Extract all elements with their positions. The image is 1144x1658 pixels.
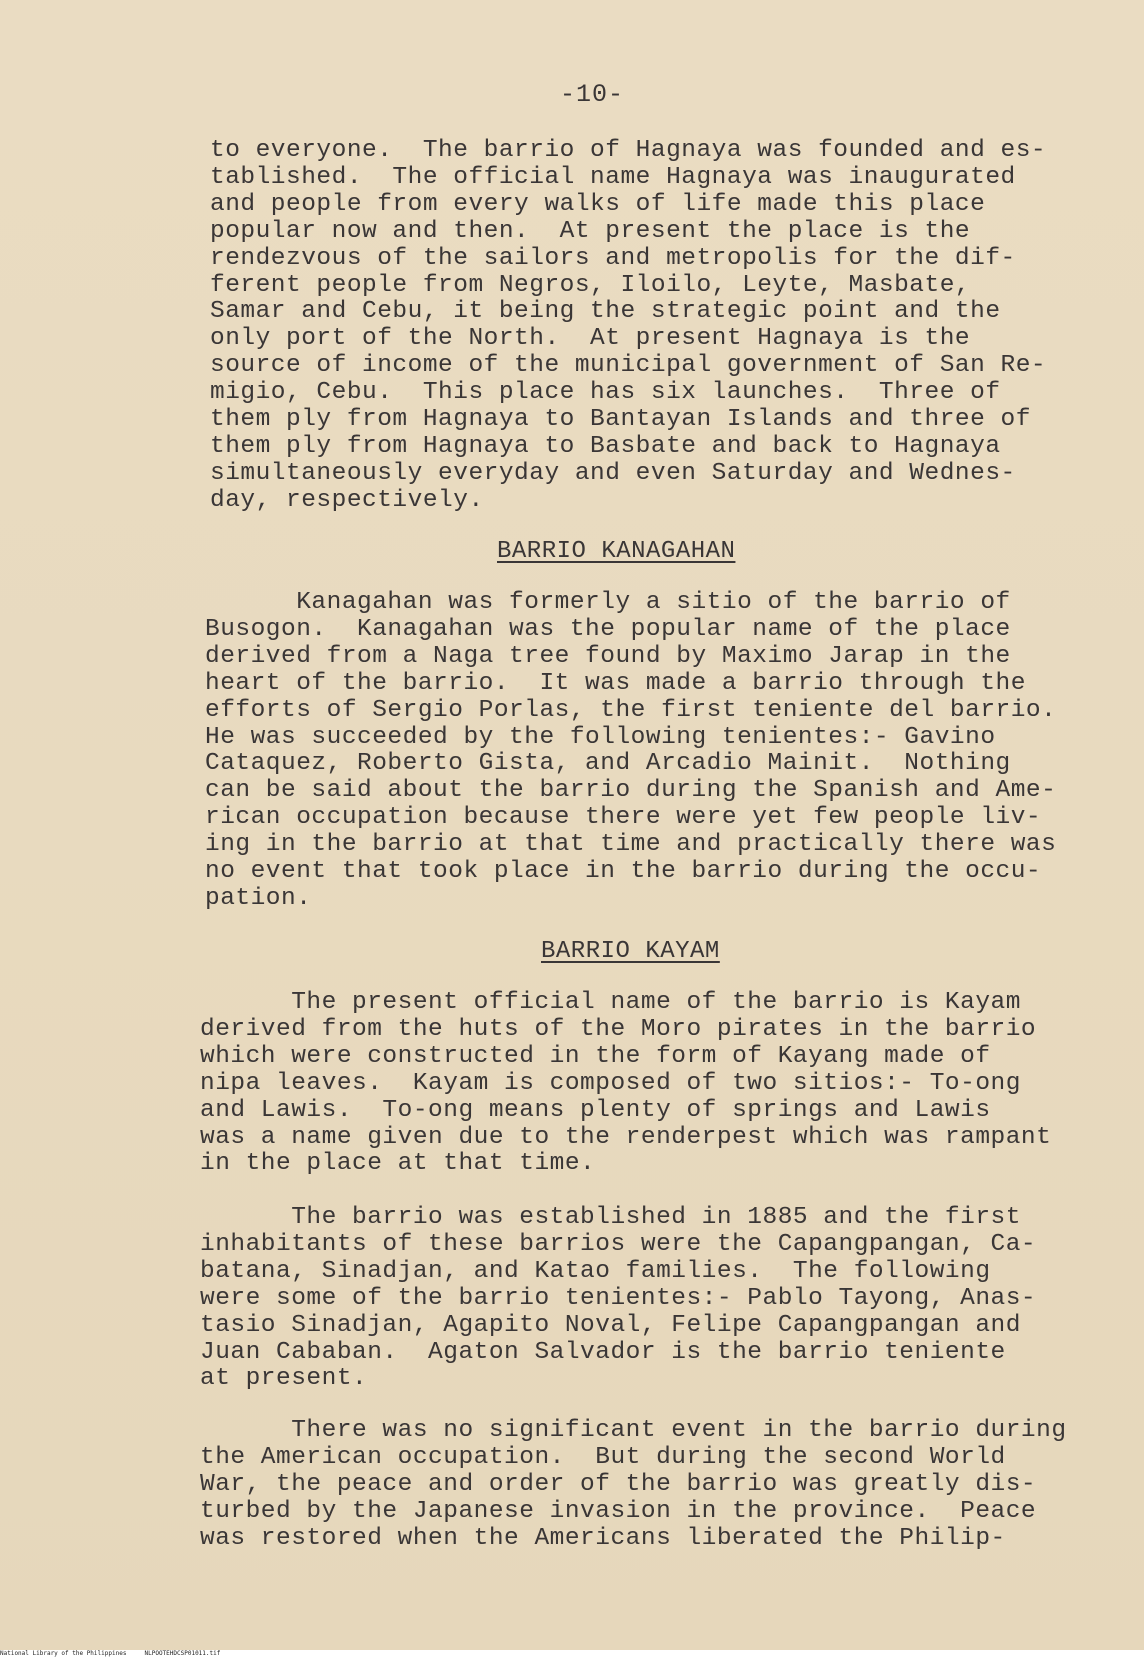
paragraph-kayam-history: The barrio was established in 1885 and the first inhabitants of these barrios were the Capangpangan, Ca- batana, Sinadjan, and Katao families. The following were some of the barrio tenientes:- Pablo Tayong, Anas- tasio Sinadjan, Agapito Noval, Felipe Capangpangan and Juan Cababan. Agaton Salvador is the barrio teniente at present. (200, 1204, 1037, 1393)
archive-footer: National Library of the Philippines NLPOOTEHDCSP01011.tif (0, 1650, 1144, 1658)
heading-barrio-kayam: BARRIO KAYAM (541, 938, 720, 965)
paragraph-hagnaya: to everyone. The barrio of Hagnaya was founded and es- tablished. The official name Hagnaya was inaugurated and people from every walks of life made this place popular now and then. At present the place is the rendezvous of the sailors and metropolis for the dif- ferent people from Negros, Iloilo, Leyte, Masbate, Samar and Cebu, it being the strategic point and the only port of the North. At present Hagnaya is the source of income of the municipal government of San Re- migio, Cebu. This place has six launches. Three of them ply from Hagnaya to Bantayan Islands and three of them ply from Hagnaya to Basbate and back to Hagnaya simultaneously everyday and even Saturday and Wednes- day, respectively. (210, 137, 1047, 514)
paragraph-kayam-name: The present official name of the barrio is Kayam derived from the huts of the Moro pirates in the barrio which were constructed in the form of Kayang made of nipa leaves. Kayam is composed of two sitios:- To-ong and Lawis. To-ong means plenty of springs and Lawis was a name given due to the renderpest which was rampant in the place at that time. (200, 989, 1052, 1178)
paragraph-kanagahan: Kanagahan was formerly a sitio of the barrio of Busogon. Kanagahan was the popular name of the place derived from a Naga tree found by Maximo Jarap in the heart of the barrio. It was made a barrio through the efforts of Sergio Porlas, the first teniente del barrio. He was succeeded by the following tenientes:- Gavino Cataquez, Roberto Gista, and Arcadio Mainit. Nothing can be said about the barrio during the Spanish and Ame- rican occupation because there were yet few people liv- ing in the barrio at that time and practically there was no event that took place in the barrio during the occu- pation. (205, 589, 1057, 912)
heading-barrio-kanagahan: BARRIO KANAGAHAN (497, 538, 736, 565)
page-number: -10- (560, 80, 625, 109)
paragraph-kayam-war: There was no significant event in the barrio during the American occupation. But during the second World War, the peace and order of the barrio was greatly dis- turbed by the Japanese invasion in the province. Peace was restored when the Americans liberated the Philip- (200, 1417, 1067, 1552)
